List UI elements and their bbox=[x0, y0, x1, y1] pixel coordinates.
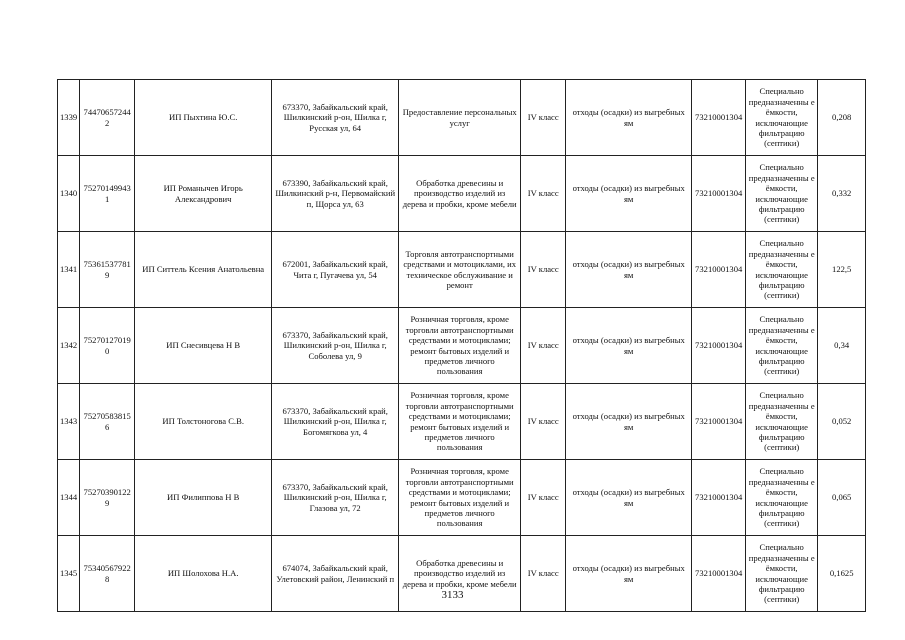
facility-cell: Специально предназначенны е ёмкости, исключающие фильтрацию (септики) bbox=[746, 460, 818, 536]
fkko-code-cell: 73210001304 bbox=[692, 460, 746, 536]
hazard-class-cell: IV класс bbox=[521, 80, 566, 156]
activity-cell: Предоставление персональных услуг bbox=[399, 80, 521, 156]
row-number: 1341 bbox=[58, 232, 80, 308]
facility-cell: Специально предназначенны е ёмкости, исключающие фильтрацию (септики) bbox=[746, 156, 818, 232]
facility-cell: Специально предназначенны е ёмкости, исключающие фильтрацию (септики) bbox=[746, 536, 818, 612]
facility-cell: Специально предназначенны е ёмкости, исключающие фильтрацию (септики) bbox=[746, 384, 818, 460]
page-number: 3133 bbox=[441, 589, 464, 601]
inn-cell: 74470657244 2 bbox=[80, 80, 135, 156]
address-cell: 674074, Забайкальский край, Улетовский район, Ленинский п bbox=[272, 536, 399, 612]
activity-cell: Торговля автотранспортными средствами и мотоциклами, их техническое обслуживание и ремонт bbox=[399, 232, 521, 308]
hazard-class-cell: IV класс bbox=[521, 232, 566, 308]
table-row bbox=[58, 232, 866, 308]
address-cell: 673370, Забайкальский край, Шилкинский р-он, Шилка г, Соболева ул, 9 bbox=[272, 308, 399, 384]
facility-cell: Специально предназначенны е ёмкости, исключающие фильтрацию (септики) bbox=[746, 308, 818, 384]
inn-cell: 75270390122 9 bbox=[80, 460, 135, 536]
waste-type-cell: отходы (осадки) из выгребных ям bbox=[566, 460, 692, 536]
row-number: 1343 bbox=[58, 384, 80, 460]
fkko-code-cell: 73210001304 bbox=[692, 308, 746, 384]
table-row bbox=[58, 460, 866, 536]
waste-type-cell: отходы (осадки) из выгребных ям bbox=[566, 308, 692, 384]
row-number: 1344 bbox=[58, 460, 80, 536]
entity-name-cell: ИП Пыхтина Ю.С. bbox=[135, 80, 272, 156]
waste-type-cell: отходы (осадки) из выгребных ям bbox=[566, 80, 692, 156]
address-cell: 673370, Забайкальский край, Шилкинский р-он, Шилка г, Богомягкова ул, 4 bbox=[272, 384, 399, 460]
activity-cell: Обработка древесины и производство изделий из дерева и пробки, кроме мебели bbox=[399, 536, 521, 612]
waste-type-cell: отходы (осадки) из выгребных ям bbox=[566, 536, 692, 612]
activity-cell: Розничная торговля, кроме торговли автотранспортными средствами и мотоциклами; ремонт бытовых изделий и предметов личного пользования bbox=[399, 308, 521, 384]
fkko-code-cell: 73210001304 bbox=[692, 80, 746, 156]
entity-name-cell: ИП Ситтель Ксения Анатольевна bbox=[135, 232, 272, 308]
entity-name-cell: ИП Романычев Игорь Александрович bbox=[135, 156, 272, 232]
activity-cell: Розничная торговля, кроме торговли автотранспортными средствами и мотоциклами; ремонт бытовых изделий и предметов личного пользования bbox=[399, 460, 521, 536]
facility-cell: Специально предназначенны е ёмкости, исключающие фильтрацию (септики) bbox=[746, 80, 818, 156]
fkko-code-cell: 73210001304 bbox=[692, 536, 746, 612]
row-number: 1340 bbox=[58, 156, 80, 232]
facility-cell: Специально предназначенны е ёмкости, исключающие фильтрацию (септики) bbox=[746, 232, 818, 308]
inn-cell: 75340567922 8 bbox=[80, 536, 135, 612]
address-cell: 673370, Забайкальский край, Шилкинский р-он, Шилка г, Русская ул, 64 bbox=[272, 80, 399, 156]
table-row bbox=[58, 384, 866, 460]
address-cell: 673390, Забайкальский край, Шилкинский р-н, Первомайский п, Щорса ул, 63 bbox=[272, 156, 399, 232]
fkko-code-cell: 73210001304 bbox=[692, 156, 746, 232]
hazard-class-cell: IV класс bbox=[521, 384, 566, 460]
hazard-class-cell: IV класс bbox=[521, 536, 566, 612]
table-row bbox=[58, 308, 866, 384]
table-row bbox=[58, 156, 866, 232]
inn-cell: 75270149943 1 bbox=[80, 156, 135, 232]
waste-type-cell: отходы (осадки) из выгребных ям bbox=[566, 156, 692, 232]
register-table bbox=[57, 79, 866, 612]
entity-name-cell: ИП Снесивцева Н В bbox=[135, 308, 272, 384]
hazard-class-cell: IV класс bbox=[521, 156, 566, 232]
row-number: 1339 bbox=[58, 80, 80, 156]
entity-name-cell: ИП Шолохова Н.А. bbox=[135, 536, 272, 612]
hazard-class-cell: IV класс bbox=[521, 308, 566, 384]
fkko-code-cell: 73210001304 bbox=[692, 232, 746, 308]
amount-cell: 122,5 bbox=[818, 232, 866, 308]
amount-cell: 0,208 bbox=[818, 80, 866, 156]
waste-type-cell: отходы (осадки) из выгребных ям bbox=[566, 384, 692, 460]
address-cell: 672001, Забайкальский край, Чита г, Пугачева ул, 54 bbox=[272, 232, 399, 308]
inn-cell: 75361537781 9 bbox=[80, 232, 135, 308]
amount-cell: 0,065 bbox=[818, 460, 866, 536]
activity-cell: Розничная торговля, кроме торговли автотранспортными средствами и мотоциклами; ремонт бытовых изделий и предметов личного пользования bbox=[399, 384, 521, 460]
row-number: 1345 bbox=[58, 536, 80, 612]
inn-cell: 75270583815 6 bbox=[80, 384, 135, 460]
fkko-code-cell: 73210001304 bbox=[692, 384, 746, 460]
inn-cell: 75270127019 0 bbox=[80, 308, 135, 384]
table-row bbox=[58, 80, 866, 156]
amount-cell: 0,052 bbox=[818, 384, 866, 460]
amount-cell: 0,34 bbox=[818, 308, 866, 384]
entity-name-cell: ИП Толстоногова С.В. bbox=[135, 384, 272, 460]
hazard-class-cell: IV класс bbox=[521, 460, 566, 536]
row-number: 1342 bbox=[58, 308, 80, 384]
entity-name-cell: ИП Филиппова Н В bbox=[135, 460, 272, 536]
activity-cell: Обработка древесины и производство изделий из дерева и пробки, кроме мебели bbox=[399, 156, 521, 232]
waste-type-cell: отходы (осадки) из выгребных ям bbox=[566, 232, 692, 308]
amount-cell: 0,332 bbox=[818, 156, 866, 232]
amount-cell: 0,1625 bbox=[818, 536, 866, 612]
address-cell: 673370, Забайкальский край, Шилкинский р-он, Шилка г, Глазова ул, 72 bbox=[272, 460, 399, 536]
